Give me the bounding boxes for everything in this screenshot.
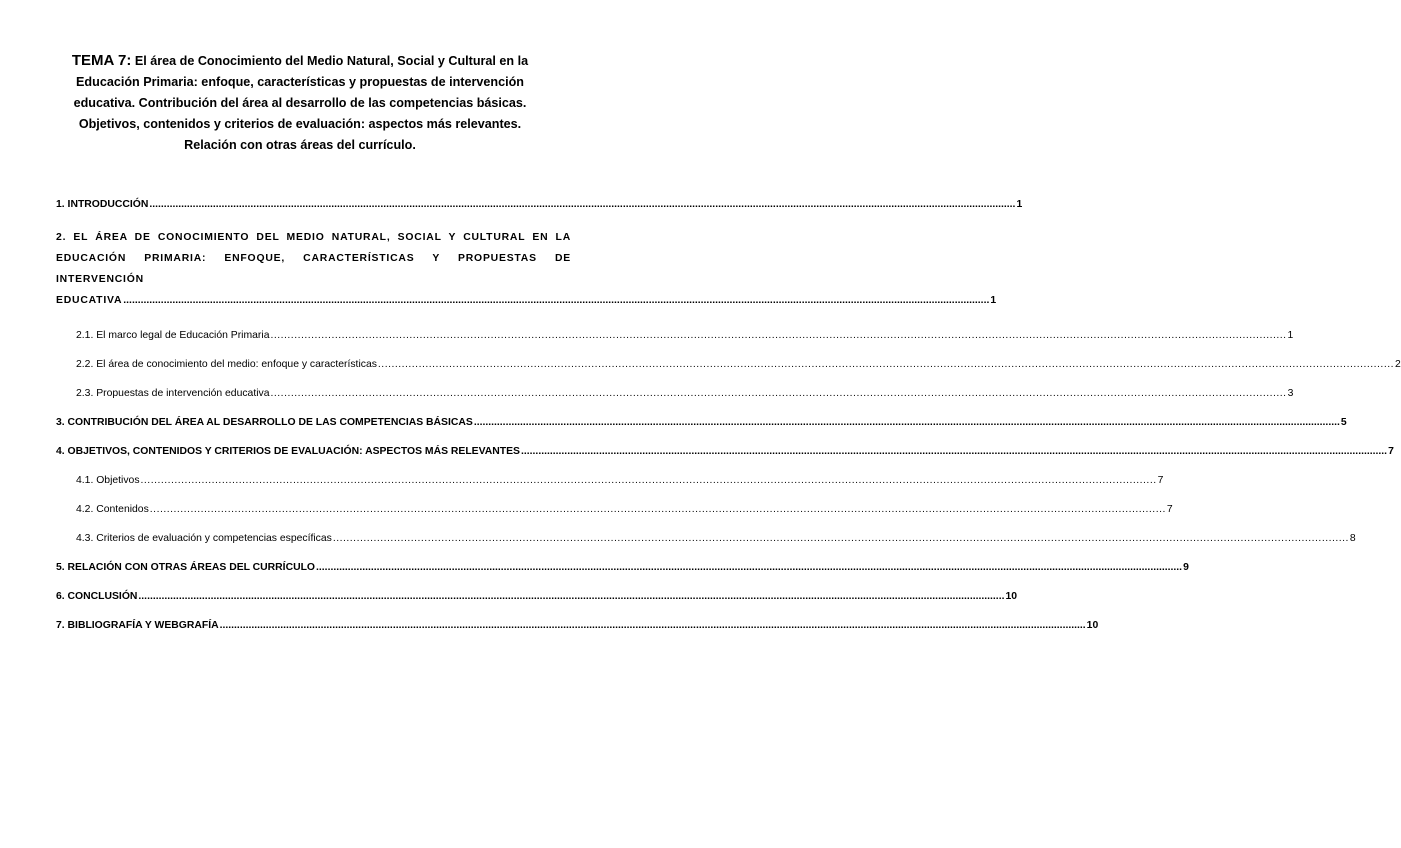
toc-label: 3. CONTRIBUCIÓN DEL ÁREA AL DESARROLLO DE LAS COMPETENCIAS BÁSICAS xyxy=(56,417,473,428)
toc-label: 6. CONCLUSIÓN xyxy=(56,591,138,602)
toc-leader: ............................................................................................................................................................................................................................................................................................................ xyxy=(149,504,1166,515)
toc-label: 1. INTRODUCCIÓN xyxy=(56,199,149,210)
toc-page-number: 1 xyxy=(990,295,997,306)
toc-page-number: 3 xyxy=(1287,388,1294,399)
toc-label: 7. BIBLIOGRAFÍA Y WEBGRAFÍA xyxy=(56,620,219,631)
toc-page-number: 1 xyxy=(1287,330,1294,341)
toc-label: 4.2. Contenidos xyxy=(76,504,149,515)
toc-entry-conclusion[interactable] xyxy=(56,590,1018,603)
toc-label: 2.2. El área de conocimiento del medio: enfoque y características xyxy=(76,359,377,370)
toc-entry-enfoque[interactable] xyxy=(56,358,1401,371)
toc-page-number: 2 xyxy=(1394,359,1401,370)
toc-leader: ............................................................................................................................................................................................................................................................................................................ xyxy=(270,330,1287,341)
toc-leader: ............................................................................................................................................................................................................................................................................................................ xyxy=(140,475,1157,486)
toc-page-number: 7 xyxy=(1388,446,1394,457)
toc-label: 4.1. Objetivos xyxy=(76,475,140,486)
toc-page-number: 7 xyxy=(1166,504,1173,515)
toc-page-number: 7 xyxy=(1157,475,1164,486)
toc-label: 4. OBJETIVOS, CONTENIDOS Y CRITERIOS DE EVALUACIÓN: ASPECTOS MÁS RELEVANTES xyxy=(56,446,520,457)
toc-label: 2.1. El marco legal de Educación Primaria xyxy=(76,330,270,341)
toc-entry-area-conocimiento[interactable] xyxy=(56,227,997,311)
toc-leader: ............................................................................................................................................................................................................................................................................................................ xyxy=(377,359,1394,370)
toc-label: 5. RELACIÓN CON OTRAS ÁREAS DEL CURRÍCULO xyxy=(56,562,316,573)
toc-leader: ............................................................................................................................................................................................................................................................................................................ xyxy=(270,388,1287,399)
toc-entry-introduccion[interactable] xyxy=(56,198,1023,211)
toc-page-number: 10 xyxy=(1086,620,1099,631)
toc-leader: ............................................................................................................................................................................................................................................................................................................ xyxy=(521,446,1388,457)
toc-page-number: 5 xyxy=(1340,417,1347,428)
toc-leader: ............................................................................................................................................................................................................................................................................................................ xyxy=(138,591,1005,602)
toc-page-number: 10 xyxy=(1005,591,1018,602)
toc-leader: ............................................................................................................................................................................................................................................................................................................ xyxy=(149,199,1016,210)
table-of-contents xyxy=(56,198,1401,632)
toc-entry-marco-legal[interactable] xyxy=(56,329,1294,342)
toc-page-number: 9 xyxy=(1183,562,1189,573)
toc-entry-relacion-areas[interactable] xyxy=(56,561,1189,574)
toc-leader: ............................................................................................................................................................................................................................................................................................................ xyxy=(332,533,1349,544)
toc-label-end: EDUCATIVA xyxy=(56,295,123,306)
toc-label: 2. EL ÁREA DE CONOCIMIENTO DEL MEDIO NATURAL, SOCIAL Y CULTURAL EN LA EDUCACIÓN PRIMARIA: ENFOQUE, CARACTERÍSTICAS Y PROPUESTAS DE INTERVENCIÓN xyxy=(56,232,571,285)
toc-page-number: 8 xyxy=(1349,533,1356,544)
toc-leader: ............................................................................................................................................................................................................................................................................................................ xyxy=(473,417,1340,428)
toc-leader: ............................................................................................................................................................................................................................................................................................................ xyxy=(123,295,990,306)
toc-entry-objetivos[interactable] xyxy=(56,474,1164,487)
toc-entry-contribucion[interactable] xyxy=(56,416,1347,429)
toc-entry-contenidos[interactable] xyxy=(56,503,1173,516)
toc-label: 2.3. Propuestas de intervención educativa xyxy=(76,388,270,399)
toc-entry-propuestas[interactable] xyxy=(56,387,1294,400)
toc-leader: ............................................................................................................................................................................................................................................................................................................ xyxy=(219,620,1086,631)
toc-leader: ............................................................................................................................................................................................................................................................................................................ xyxy=(316,562,1183,573)
toc-label: 4.3. Criterios de evaluación y competencias específicas xyxy=(76,533,332,544)
document-title xyxy=(52,50,548,156)
toc-entry-criterios[interactable] xyxy=(56,532,1356,545)
toc-entry-objetivos-contenidos[interactable] xyxy=(56,445,1394,458)
toc-entry-bibliografia[interactable] xyxy=(56,619,1099,632)
toc-page-number: 1 xyxy=(1016,199,1023,210)
title-text: El área de Conocimiento del Medio Natural, Social y Cultural en la Educación Primaria: enfoque, características y propuestas de intervención educativa. Contribución del área al desarrollo de las competencias básicas. Objetivos, contenidos y criterios de evaluación: aspectos más relevantes. Relación con otras áreas del currículo. xyxy=(73,54,529,152)
title-tema: TEMA 7: xyxy=(71,52,132,69)
